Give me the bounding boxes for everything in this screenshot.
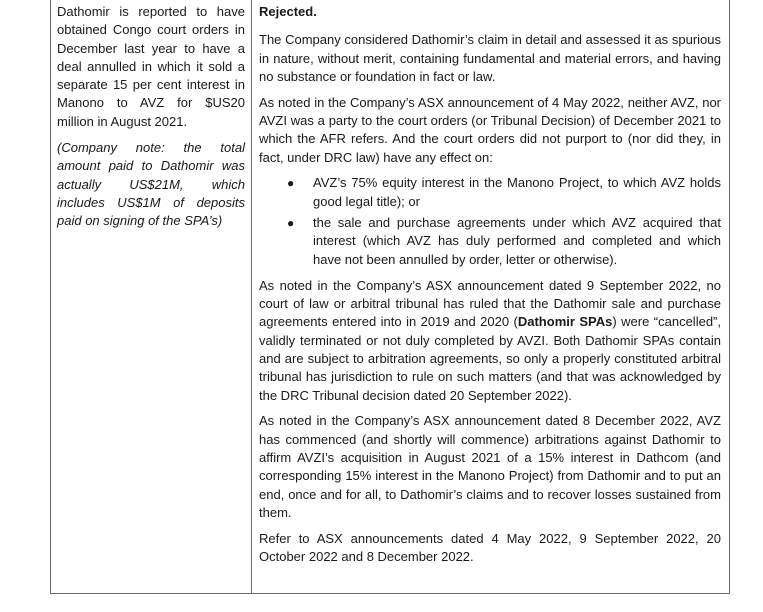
bullet-icon: ● [287, 215, 295, 230]
bullet-icon: ● [287, 176, 295, 191]
response-cell [259, 3, 721, 574]
company-note: (Company note: the total amount paid to Dathomir was actually US$21M, which includes US$1M of deposits paid on signing of the SPA’s) [57, 140, 245, 229]
bullet-item [259, 214, 721, 269]
response-table [50, 0, 730, 594]
bullet-item [259, 174, 721, 211]
bullet-text: the sale and purchase agreements under which AVZ acquired that interest (which AVZ has duly performed and completed and which have not been annulled by order, letter or otherwise). [313, 214, 721, 267]
response-paragraph-2: As noted in the Company’s ASX announcement of 4 May 2022, neither AVZ, nor AVZI was a party to the court orders (or Tribunal Decision) of December 2021 to which the AFR refers. And the court orders did not purport to (nor did they, in fact, under DRC law) have any effect on: [259, 94, 721, 165]
claim-text: Dathomir is reported to have obtained Congo court orders in December last year to have a deal annulled in which it sold a separate 15 per cent interest in Manono to AVZ for $US20 million in August 2021. [57, 4, 245, 129]
response-paragraph-4: As noted in the Company’s ASX announcement dated 8 December 2022, AVZ has commenced (and shortly will commence) arbitrations against Dathomir to affirm AVZI’s acquisition in August 2021 of a 15% interest in Dathcom (and corresponding 15% interest in the Manono Project) from Dathomir and to put an end, once and for all, to Dathomir’s claims and to recover losses sustained from them. [259, 413, 721, 520]
response-paragraph-1: The Company considered Dathomir’s claim in detail and assessed it as spurious in nature, without merit, containing fundamental and material errors, and having no substance or foundation in fact or law. [259, 32, 721, 84]
dathomir-spas-term: Dathomir SPAs [517, 314, 613, 330]
response-bullet-list [259, 174, 721, 268]
bullet-text: AVZ’s 75% equity interest in the Manono Project, to which AVZ holds good legal title); or [313, 175, 721, 209]
column-divider [251, 0, 252, 593]
p3-text-end: ) were “cancelled”, validly terminated or not duly completed by AVZI. Both Dathomir SPAs contain and are subject to arbitration agreements, so only a properly constituted arbitral tribunal has jurisdiction to rule on such matters (and that was acknowledged by the DRC Tribunal decision dated 20 September 2022). [259, 314, 721, 403]
response-paragraph-3 [259, 277, 721, 405]
claim-cell [57, 3, 245, 239]
response-title: Rejected. [259, 4, 317, 19]
response-paragraph-5: Refer to ASX announcements dated 4 May 2022, 9 September 2022, 20 October 2022 and 8 December 2022. [259, 530, 721, 565]
p3-text-start: As noted in the Company’s ASX announcement dated 9 September 2022, no court of law or arbitral tribunal has ruled that the Dathomir sale and purchase agreements entered into in 2019 and 2020 ( [259, 277, 721, 330]
